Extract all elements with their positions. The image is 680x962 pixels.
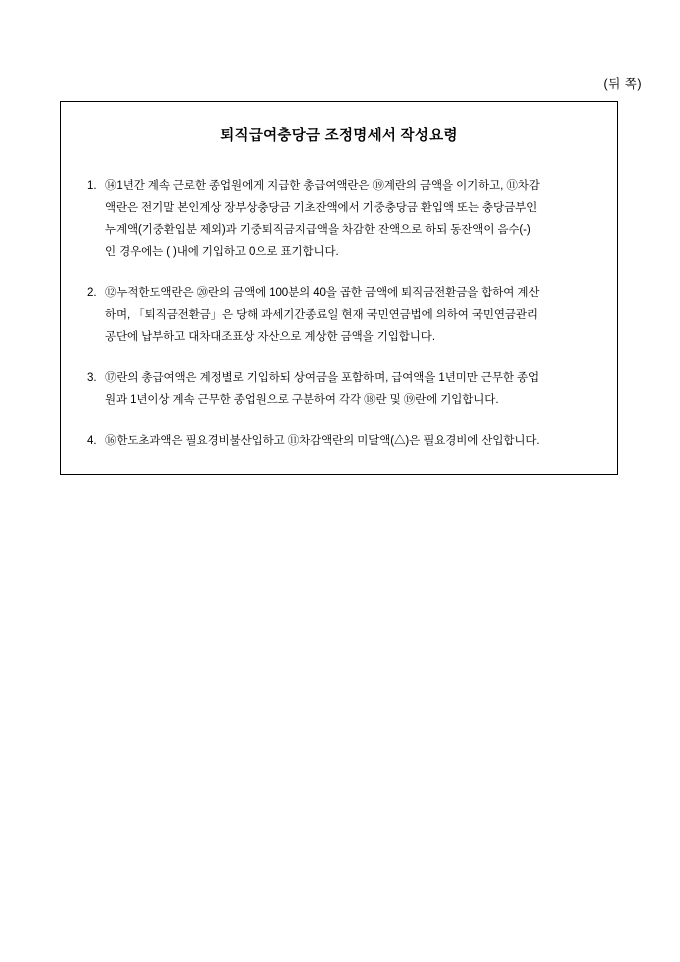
list-item-line: 원과 1년이상 계속 근무한 종업원으로 구분하여 각각 ⑱란 및 ⑲란에 기입합니다. [105, 394, 499, 406]
list-item-body [105, 282, 589, 348]
list-item [61, 430, 617, 452]
page-title: 퇴직급여충당금 조정명세서 작성요령 [220, 128, 458, 144]
list-item-line: 인 경우에는 ( )내에 기입하고 0으로 표기합니다. [105, 246, 339, 258]
list-item [61, 282, 617, 348]
page-side-marker: (뒤 쪽) [603, 77, 642, 91]
list-item-number: 1. [87, 180, 97, 192]
instructions-box [60, 101, 618, 475]
list-item-line: ⑫누적한도액란은 ⑳란의 금액에 100분의 40을 곱한 금액에 퇴직금전환금을 합하여 계산 [105, 287, 540, 299]
list-item-line: ⑭1년간 계속 근로한 종업원에게 지급한 총급여액란은 ⑲계란의 금액을 이기하고, ⑪차감 [105, 180, 540, 192]
list-item-number: 4. [87, 435, 97, 447]
list-item-number: 3. [87, 372, 97, 384]
list-item-line: 누계액(기중환입분 제외)과 기중퇴직금지급액을 차감한 잔액으로 하되 동잔액이 음수(-) [105, 224, 531, 236]
list-item-body [105, 430, 589, 452]
list-item-number: 2. [87, 287, 97, 299]
list-item-body [105, 175, 589, 263]
list-item [61, 367, 617, 411]
list-item-line: 공단에 납부하고 대차대조표상 자산으로 계상한 금액을 기입합니다. [105, 331, 435, 343]
instruction-list [61, 175, 617, 452]
list-item-line: ⑰란의 총급여액은 계정별로 기입하되 상여금을 포함하며, 급여액을 1년미만 근무한 종업 [105, 372, 539, 384]
list-item-line: 액란은 전기말 본인계상 장부상충당금 기초잔액에서 기중충당금 환입액 또는 충당금부인 [105, 202, 538, 214]
list-item [61, 175, 617, 263]
list-item-body [105, 367, 589, 411]
list-item-line: 하며, 「퇴직금전환금」은 당해 과세기간종료일 현재 국민연금법에 의하여 국민연금관리 [105, 309, 538, 321]
list-item-line: ⑯한도초과액은 필요경비불산입하고 ⑪차감액란의 미달액(△)은 필요경비에 산입합니다. [105, 435, 540, 447]
